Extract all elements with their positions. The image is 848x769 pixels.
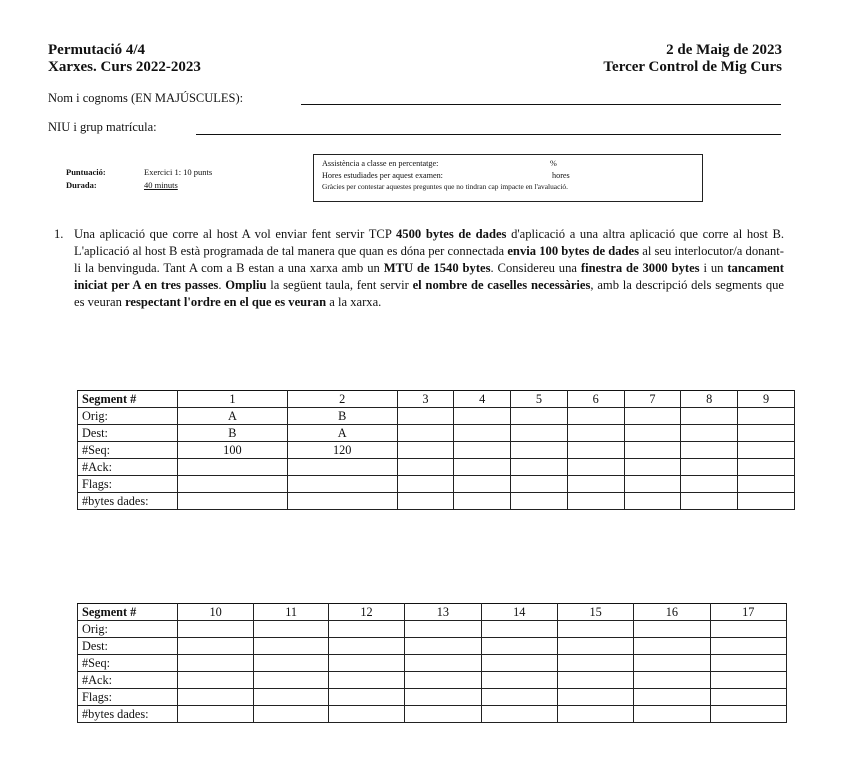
table-cell[interactable]: [710, 621, 786, 638]
segment-number: 15: [557, 604, 633, 621]
segment-number: 1: [178, 391, 288, 408]
segment-number: 14: [481, 604, 557, 621]
course-label: Xarxes. Curs 2022-2023: [48, 59, 201, 75]
table-cell[interactable]: [481, 638, 557, 655]
question-number: 1.: [54, 227, 64, 241]
table-cell[interactable]: [454, 493, 511, 510]
table-cell[interactable]: [738, 459, 795, 476]
table-cell[interactable]: [397, 459, 454, 476]
table-row: [78, 706, 787, 723]
table-cell[interactable]: [511, 425, 568, 442]
table-row: [78, 476, 795, 493]
segment-number: 5: [511, 391, 568, 408]
table-cell[interactable]: [624, 408, 681, 425]
table-cell[interactable]: B: [287, 408, 397, 425]
score-value: Exercici 1: 10 punts: [144, 167, 213, 177]
table-cell[interactable]: [624, 425, 681, 442]
permutation-label: Permutació 4/4: [48, 42, 146, 58]
segment-number: 9: [738, 391, 795, 408]
table-cell[interactable]: [557, 689, 633, 706]
table-cell[interactable]: [287, 459, 397, 476]
row-label: Segment #: [78, 391, 178, 408]
row-label: #Seq:: [78, 442, 178, 459]
table-cell[interactable]: [287, 476, 397, 493]
table-cell[interactable]: [557, 706, 633, 723]
table-cell[interactable]: [178, 672, 254, 689]
table-cell[interactable]: [481, 689, 557, 706]
segment-number: 6: [567, 391, 624, 408]
table-cell[interactable]: [254, 621, 329, 638]
table-cell[interactable]: [454, 459, 511, 476]
table-cell[interactable]: [738, 425, 795, 442]
table-cell[interactable]: [681, 425, 738, 442]
table-cell[interactable]: [681, 459, 738, 476]
segment-number: 11: [254, 604, 329, 621]
thanks-note: Gràcies per contestar aquestes preguntes que no tindran cap impacte en l'avaluació.: [322, 182, 568, 191]
table-cell[interactable]: [405, 706, 481, 723]
table-cell[interactable]: [511, 408, 568, 425]
table-cell[interactable]: 100: [178, 442, 288, 459]
table-cell[interactable]: [328, 689, 404, 706]
segment-number: 10: [178, 604, 254, 621]
header-right: [603, 42, 782, 76]
table-cell[interactable]: [710, 655, 786, 672]
table-cell[interactable]: [405, 672, 481, 689]
table-cell[interactable]: [681, 408, 738, 425]
segments-table-2: [77, 603, 787, 723]
table-cell[interactable]: [254, 706, 329, 723]
table-cell[interactable]: B: [178, 425, 288, 442]
table-cell[interactable]: [738, 442, 795, 459]
table-cell[interactable]: [405, 638, 481, 655]
table-cell[interactable]: [254, 655, 329, 672]
table-header-row: [78, 604, 787, 621]
row-label: Segment #: [78, 604, 178, 621]
segment-number: 7: [624, 391, 681, 408]
table-cell[interactable]: [557, 655, 633, 672]
table-cell[interactable]: [567, 442, 624, 459]
table-cell[interactable]: A: [178, 408, 288, 425]
table-cell[interactable]: [634, 655, 710, 672]
table-row: [78, 689, 787, 706]
table-cell[interactable]: [454, 408, 511, 425]
table-cell[interactable]: [397, 442, 454, 459]
table-cell[interactable]: [454, 425, 511, 442]
table-cell[interactable]: [405, 621, 481, 638]
attendance-row: [322, 158, 694, 170]
table-row: [78, 655, 787, 672]
table-cell[interactable]: [328, 638, 404, 655]
table-cell[interactable]: [178, 706, 254, 723]
table-cell[interactable]: [624, 493, 681, 510]
table-cell[interactable]: [405, 689, 481, 706]
niu-field[interactable]: [196, 134, 781, 135]
niu-label: NIU i grup matrícula:: [48, 120, 157, 134]
row-label: Flags:: [78, 689, 178, 706]
table-cell[interactable]: [454, 442, 511, 459]
table-cell[interactable]: [557, 621, 633, 638]
survey-box: [313, 154, 703, 202]
table-cell[interactable]: [567, 459, 624, 476]
table-cell[interactable]: [178, 689, 254, 706]
table-cell[interactable]: [397, 493, 454, 510]
table-cell[interactable]: [511, 442, 568, 459]
table-cell[interactable]: [287, 493, 397, 510]
segment-number: 2: [287, 391, 397, 408]
table-cell[interactable]: [634, 672, 710, 689]
table-cell[interactable]: 120: [287, 442, 397, 459]
hours-label: Hores estudiades per aquest examen:: [322, 170, 443, 180]
table-cell[interactable]: [397, 425, 454, 442]
exam-title: Tercer Control de Mig Curs: [603, 59, 782, 75]
table-cell[interactable]: [481, 672, 557, 689]
table-cell[interactable]: [624, 476, 681, 493]
table-cell[interactable]: [254, 638, 329, 655]
table-cell[interactable]: [710, 689, 786, 706]
table-cell[interactable]: [254, 672, 329, 689]
name-label: Nom i cognoms (EN MAJÚSCULES):: [48, 91, 244, 105]
duration-label: Durada:: [66, 180, 97, 190]
table-cell[interactable]: [738, 493, 795, 510]
table-cell[interactable]: [557, 672, 633, 689]
table-cell[interactable]: [624, 442, 681, 459]
row-label: Orig:: [78, 621, 178, 638]
attendance-label: Assistència a classe en percentatge:: [322, 159, 439, 168]
table-cell[interactable]: [681, 493, 738, 510]
table-cell[interactable]: [634, 621, 710, 638]
table-cell[interactable]: [567, 493, 624, 510]
table-cell[interactable]: [328, 655, 404, 672]
table-header-row: [78, 391, 795, 408]
segment-number: 16: [634, 604, 710, 621]
table-cell[interactable]: [481, 621, 557, 638]
table-cell[interactable]: A: [287, 425, 397, 442]
hours-row: [322, 170, 694, 182]
table-row: [78, 442, 795, 459]
segment-number: 13: [405, 604, 481, 621]
table-cell[interactable]: [481, 655, 557, 672]
table-cell[interactable]: [328, 706, 404, 723]
segment-number: 3: [397, 391, 454, 408]
table-cell[interactable]: [738, 408, 795, 425]
table-cell[interactable]: [178, 621, 254, 638]
table-cell[interactable]: [710, 638, 786, 655]
header-left: [48, 42, 201, 76]
table-row: [78, 493, 795, 510]
table-cell[interactable]: [178, 459, 288, 476]
table-row: [78, 408, 795, 425]
table-cell[interactable]: [178, 493, 288, 510]
row-label: #bytes dades:: [78, 706, 178, 723]
table-cell[interactable]: [328, 621, 404, 638]
table-cell[interactable]: [511, 459, 568, 476]
attendance-unit: %: [550, 159, 557, 168]
table-cell[interactable]: [567, 476, 624, 493]
table-cell[interactable]: [178, 655, 254, 672]
table-cell[interactable]: [454, 476, 511, 493]
table-row: [78, 672, 787, 689]
question-text: Una aplicació que corre al host A vol enviar fent servir TCP 4500 bytes de dades d'aplicació a una altra aplicació que corre al host B. L'aplicació al host B està programada de tal manera que quan es dóna per connectada envia 100 bytes de dades al seu interlocutor/a donant-li la benvinguda. Tant A com a B estan a una xarxa amb un MTU de 1540 bytes. Considereu una finestra de 3000 bytes i un tancament iniciat per A en tres passes. Ompliu la següent taula, fent servir el nombre de caselles necessàries, amb la descripció dels segments que es veuran respectant l'ordre en el que es veuran a la xarxa.: [74, 227, 785, 309]
table-cell[interactable]: [397, 476, 454, 493]
row-label: #Seq:: [78, 655, 178, 672]
table-cell[interactable]: [254, 689, 329, 706]
table-row: [78, 425, 795, 442]
segments-table-1: [77, 390, 795, 510]
row-label: #Ack:: [78, 459, 178, 476]
table-cell[interactable]: [511, 493, 568, 510]
hours-unit: hores: [552, 170, 570, 180]
row-label: Orig:: [78, 408, 178, 425]
row-label: Dest:: [78, 425, 178, 442]
table-cell[interactable]: [397, 408, 454, 425]
table-cell[interactable]: [710, 672, 786, 689]
table-cell[interactable]: [634, 638, 710, 655]
table-cell[interactable]: [567, 425, 624, 442]
table-cell[interactable]: [634, 689, 710, 706]
table-cell[interactable]: [567, 408, 624, 425]
table-row: [78, 638, 787, 655]
table-cell[interactable]: [405, 655, 481, 672]
table-row: [78, 459, 795, 476]
table-cell[interactable]: [710, 706, 786, 723]
score-label: Puntuació:: [66, 167, 106, 177]
table-cell[interactable]: [557, 638, 633, 655]
row-label: Dest:: [78, 638, 178, 655]
segment-number: 8: [681, 391, 738, 408]
table-cell[interactable]: [511, 476, 568, 493]
segment-number: 17: [710, 604, 786, 621]
duration-value: 40 minuts: [144, 180, 178, 190]
table-row: [78, 621, 787, 638]
table-cell[interactable]: [624, 459, 681, 476]
table-cell[interactable]: [481, 706, 557, 723]
row-label: #bytes dades:: [78, 493, 178, 510]
exam-date: 2 de Maig de 2023: [666, 42, 782, 58]
segment-number: 12: [328, 604, 404, 621]
table-cell[interactable]: [634, 706, 710, 723]
table-cell[interactable]: [178, 638, 254, 655]
table-cell[interactable]: [681, 442, 738, 459]
table-cell[interactable]: [328, 672, 404, 689]
row-label: #Ack:: [78, 672, 178, 689]
table-cell[interactable]: [738, 476, 795, 493]
table-cell[interactable]: [681, 476, 738, 493]
table-cell[interactable]: [178, 476, 288, 493]
name-field[interactable]: [301, 104, 781, 105]
segment-number: 4: [454, 391, 511, 408]
row-label: Flags:: [78, 476, 178, 493]
